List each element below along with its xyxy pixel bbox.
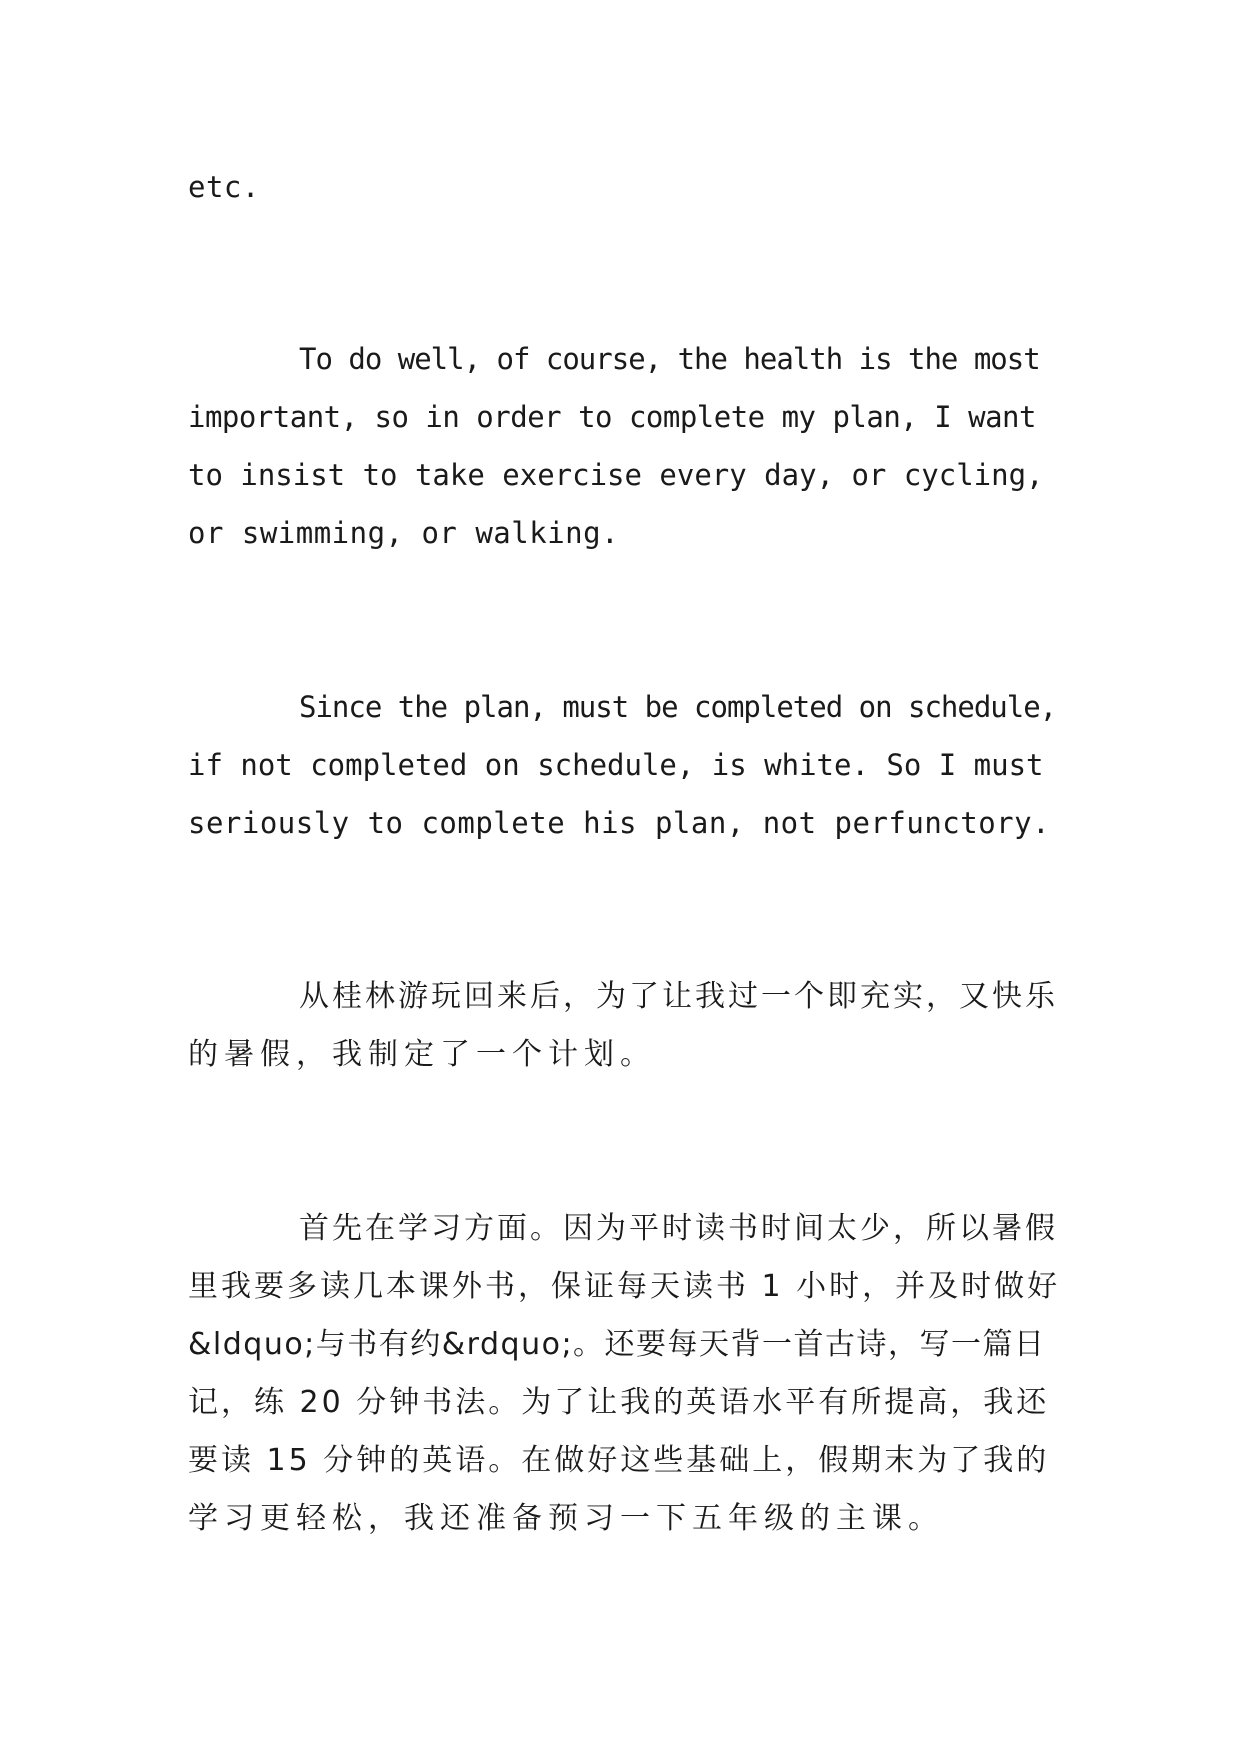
paragraph-3-line-3: seriously to complete his plan, not perfunctory. xyxy=(188,806,1051,840)
paragraph-2-line-1: To do well, of course, the health is the most xyxy=(299,342,1040,376)
paragraph-2-line-4: or swimming, or walking. xyxy=(188,516,620,550)
paragraph-1-line-1: etc. xyxy=(188,170,260,204)
paragraph-5-line-3: &ldquo;与书有约&rdquo;。还要每天背一首古诗，写一篇日 xyxy=(188,1327,1046,1362)
paragraph-3-line-1: Since the plan, must be completed on schedule, xyxy=(299,690,1057,724)
paragraph-3-line-2: if not completed on schedule, is white. So I must xyxy=(188,748,1044,782)
paragraph-2-line-3: to insist to take exercise every day, or cycling, xyxy=(188,458,1044,492)
paragraph-5-line-5: 要读 15 分钟的英语。在做好这些基础上，假期末为了我的 xyxy=(188,1443,1050,1478)
paragraph-5-line-2: 里我要多读几本课外书，保证每天读书 1 小时，并及时做好 xyxy=(188,1269,1061,1304)
paragraph-5-line-4: 记，练 20 分钟书法。为了让我的英语水平有所提高，我还 xyxy=(188,1385,1050,1420)
paragraph-5-line-6: 学习更轻松，我还准备预习一下五年级的主课。 xyxy=(188,1501,944,1536)
paragraph-4-line-2: 的暑假，我制定了一个计划。 xyxy=(188,1037,656,1072)
paragraph-2-line-2: important, so in order to complete my plan, I want xyxy=(188,400,1036,434)
paragraph-5-line-1: 首先在学习方面。因为平时读书时间太少，所以暑假 xyxy=(299,1211,1058,1246)
paragraph-4-line-1: 从桂林游玩回来后，为了让我过一个即充实，又快乐 xyxy=(299,979,1058,1014)
